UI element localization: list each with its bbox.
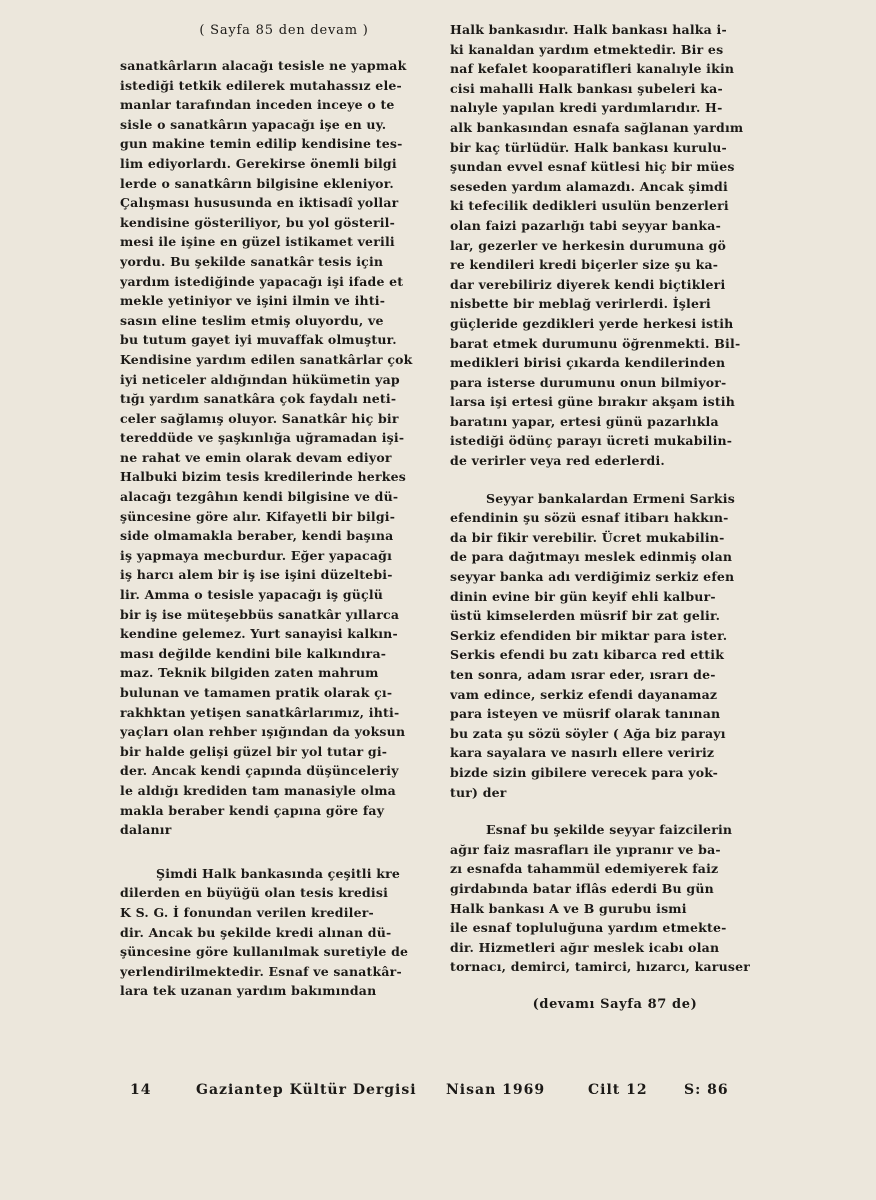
text-line: der. Ancak kendi çapında düşünceleriy [120, 763, 399, 779]
text-line: Esnaf bu şekilde seyyar faizcilerin [486, 822, 733, 838]
text-line: olan faizi pazarlığı tabi seyyar banka- [450, 217, 721, 233]
text-line: alk bankasından esnafa sağlanan yardım [450, 119, 744, 135]
text-line: ten sonra, adam ısrar eder, ısrarı de- [450, 667, 716, 682]
text-line: tığı yardım sanatkâra çok faydalı neti- [120, 391, 397, 407]
text-line: K S. G. İ fonundan verilen krediler- [120, 904, 374, 920]
text-line: lerde o sanatkârın bilgisine ekleniyor. [120, 175, 394, 191]
text-line: bir kaç türlüdür. Halk bankası kurulu- [450, 139, 727, 155]
text-line: vam edince, serkiz efendi dayanamaz [450, 686, 718, 702]
text-line: baratını yapar, ertesi günü pazarlıkla [450, 413, 719, 429]
text-line: celer sağlamış oluyor. Sanatkâr hiç bir [120, 410, 399, 426]
text-line: ki kanaldan yardım etmektedir. Bir es [450, 41, 724, 57]
text-line: Halk bankası A ve B gurubu ismi [450, 900, 687, 916]
text-line: efendinin şu sözü esnaf itibarı hakkın- [450, 510, 729, 526]
continued-from-note: ( Sayfa 85 den devam ) [199, 23, 369, 38]
text-line: naf kefalet kooparatifleri kanalıyle ikin [450, 61, 735, 77]
continued-to-note: (devamı Sayfa 87 de) [532, 996, 698, 1012]
article-paragraph [450, 489, 780, 803]
text-line: bulunan ve tamamen pratik olarak çı- [120, 685, 393, 700]
text-line: re kendileri kredi biçerler size şu ka- [450, 257, 719, 273]
text-line: mesi ile işine en güzel istikamet verili [120, 234, 395, 250]
text-line: şüncesine göre kullanılmak suretiyle de [120, 944, 409, 960]
text-line: kendisine gösteriliyor, bu yol gösteril- [120, 214, 396, 230]
text-line: yardım istediğinde yapacağı işi ifade et [120, 273, 404, 289]
text-line: girdabında batar iflâs ederdi Bu gün [450, 880, 714, 896]
issue-date: Nisan 1969 [446, 1082, 546, 1098]
text-line: cisi mahalli Halk bankası şubeleri ka- [450, 80, 723, 96]
text-line: iş yapmaya mecburdur. Eğer yapacağı [120, 547, 393, 563]
text-line: gun makine temin edilip kendisine tes- [120, 136, 403, 152]
text-line: da bir fikir verebilir. Ücret mukabilin- [450, 529, 725, 545]
text-line: tornacı, demirci, tamirci, hızarcı, karuser [450, 959, 751, 975]
text-line: bu tutum gayet iyi muvaffak olmuştur. [120, 332, 397, 348]
text-line: tereddüde ve şaşkınlığa uğramadan işi- [120, 430, 405, 446]
article-paragraph [450, 820, 780, 977]
text-line: istediği ödünç parayı ücreti mukabilin- [450, 433, 733, 449]
text-line: maz. Teknik bilgiden zaten mahrum [120, 665, 379, 681]
text-line: barat etmek durumunu öğrenmekti. Bil- [450, 335, 741, 351]
text-line: sasın eline teslim etmiş oluyordu, ve [120, 312, 384, 328]
text-line: lim ediyorlardı. Gerekirse önemli bilgi [120, 155, 397, 171]
text-line: para isterse durumunu onun bilmiyor- [450, 374, 727, 390]
text-line: dilerden en büyüğü olan tesis kredisi [120, 885, 389, 901]
article-paragraph [120, 864, 448, 1001]
text-line: ile esnaf topluluğuna yardım etmekte- [450, 920, 727, 936]
text-line: de para dağıtmayı meslek edinmiş olan [450, 549, 733, 565]
text-line: bir halde gelişi güzel bir yol tutar gi- [120, 743, 388, 759]
text-line: makla beraber kendi çapına göre fay [120, 802, 385, 818]
text-line: lara tek uzanan yardım bakımından [120, 983, 377, 999]
volume-number: Cilt 12 [588, 1082, 648, 1098]
text-line: dir. Ancak bu şekilde kredi alınan dü- [120, 924, 392, 940]
issue-number: S: 86 [684, 1082, 729, 1098]
text-line: mekle yetiniyor ve işini ilmin ve ihti- [120, 293, 386, 309]
text-line: ması değilde kendini bile kalkındıra- [120, 645, 387, 661]
text-line: şundan evvel esnaf kütlesi hiç bir mües [450, 159, 735, 175]
text-line: lar, gezerler ve herkesin durumuna gö [450, 237, 727, 253]
text-line: side olmamakla beraber, kendi başına [120, 528, 394, 544]
text-line: alacağı tezgâhın kendi bilgisine ve dü- [120, 489, 399, 505]
text-line: Kendisine yardım edilen sanatkârlar çok [120, 351, 413, 367]
text-line: Seyyar bankalardan Ermeni Sarkis [486, 490, 735, 506]
text-line: rakhktan yetişen sanatkârlarımız, ihti- [120, 704, 400, 720]
text-line: bu zata şu sözü söyler ( Ağa biz parayı [450, 725, 726, 741]
text-line: yaçları olan rehber ışığından da yoksun [120, 724, 406, 740]
page-number: 14 [130, 1082, 152, 1098]
text-line: ne rahat ve emin olarak devam ediyor [120, 449, 392, 465]
text-line: Halk bankasıdır. Halk bankası halka i- [450, 22, 727, 37]
text-line: le aldığı krediden tam manasiyle olma [120, 782, 396, 798]
text-line: Serkiz efendiden bir miktar para ister. [450, 627, 728, 643]
text-line: dar verebiliriz diyerek kendi biçtikleri [450, 276, 726, 292]
text-line: medikleri birisi çıkarda kendilerinden [450, 355, 726, 371]
text-line: Şimdi Halk bankasında çeşitli kre [156, 865, 401, 881]
text-line: Serkis efendi bu zatı kibarca red ettik [450, 647, 725, 663]
text-line: dinin evine bir gün keyif ehli kalbur- [450, 588, 716, 604]
text-line: dir. Hizmetleri ağır meslek icabı olan [450, 939, 720, 955]
text-line: lir. Amma o tesisle yapacağı iş güçlü [120, 587, 384, 603]
text-line: Çalışması hususunda en iktisadî yollar [120, 195, 399, 211]
page-footer [0, 1082, 876, 1106]
text-line: manlar tarafından inceden inceye o te [120, 97, 395, 113]
text-line: ki tefecilik dedikleri usulün benzerleri [450, 198, 729, 214]
text-line: zı esnafda tahammül edemiyerek faiz [450, 861, 719, 877]
text-line: seyyar banka adı verdiğimiz serkiz efen [450, 569, 735, 585]
text-line: bizde sizin gibilere verecek para yok- [450, 764, 719, 780]
text-line: sanatkârların alacağı tesisle ne yapmak [120, 58, 407, 73]
text-line: istediği tetkik edilerek mutahassız ele- [120, 77, 402, 93]
text-line: nalıyle yapılan kredi yardımlarıdır. H- [450, 100, 723, 116]
text-line: larsa işi ertesi güne bırakır akşam istih [450, 394, 736, 410]
text-line: dalanır [120, 822, 172, 838]
left-column [120, 20, 448, 1001]
text-line: nisbette bir meblağ verirlerdi. İşleri [450, 296, 711, 312]
right-column [450, 20, 780, 1012]
text-line: güçleride gezdikleri yerde herkesi istih [450, 315, 734, 331]
text-line: kara sayalara ve nasırlı ellere veririz [450, 745, 715, 761]
text-line: yerlendirilmektedir. Esnaf ve sanatkâr- [120, 963, 402, 979]
text-line: iyi neticeler aldığından hükümetin yap [120, 371, 400, 387]
text-line: üstü kimselerden müsrif bir zat gelir. [450, 608, 721, 624]
publication-title: Gaziantep Kültür Dergisi [196, 1082, 417, 1098]
text-line: ağır faiz masrafları ile yıpranır ve ba- [450, 841, 721, 857]
text-line: bir iş ise müteşebbüs sanatkâr yıllarca [120, 606, 400, 622]
text-line: de verirler veya red ederlerdi. [450, 453, 665, 469]
text-line: yordu. Bu şekilde sanatkâr tesis için [120, 253, 384, 269]
article-paragraph [450, 20, 780, 471]
text-line: para isteyen ve müsrif olarak tanınan [450, 706, 721, 722]
text-line: Halbuki bizim tesis kredilerinde herkes [120, 469, 406, 485]
text-line: kendine gelemez. Yurt sanayisi kalkın- [120, 626, 398, 642]
text-line: tur) der [450, 784, 507, 800]
article-paragraph [120, 56, 448, 840]
text-line: seseden yardım alamazdı. Ancak şimdi [450, 178, 728, 194]
text-line: sisle o sanatkârın yapacağı işe en uy. [120, 116, 387, 132]
text-line: iş harcı alem bir iş ise işini düzeltebi- [120, 567, 393, 583]
text-line: şüncesine göre alır. Kifayetli bir bilgi- [120, 508, 396, 524]
